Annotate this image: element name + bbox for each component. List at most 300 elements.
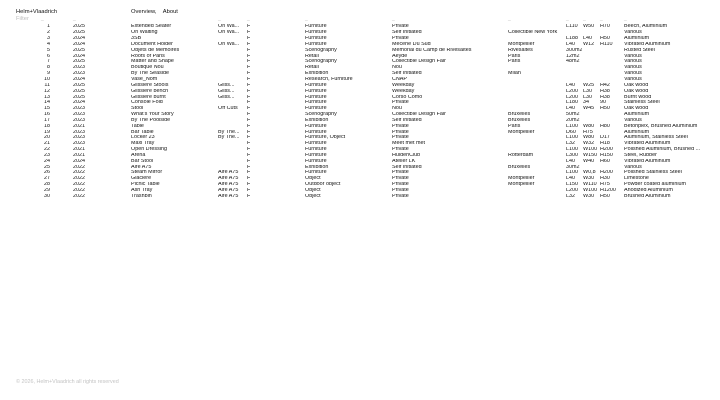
row-year: 2024 xyxy=(73,53,85,59)
row-title: Vase_Nom xyxy=(131,76,158,82)
row-index: 27 xyxy=(44,176,50,182)
row-client: Collectible Design Fair xyxy=(392,59,446,65)
row-dimension-2: W30 xyxy=(583,193,595,199)
row-index: 30 xyxy=(44,193,50,199)
row-material: Vibrated Aluminium xyxy=(624,141,671,147)
row-category: Furniture xyxy=(305,141,327,147)
row-client: Aeyde xyxy=(392,53,408,59)
row-dimension-1: 12m2 xyxy=(566,53,580,59)
row-category: Outdoor object xyxy=(305,182,341,188)
row-index: 9 xyxy=(47,71,50,77)
row-title: Table xyxy=(131,123,144,129)
row-dimension-1: L188 xyxy=(566,36,578,42)
row-type-flag: F xyxy=(247,36,251,42)
row-dimension-1: L200 xyxy=(566,88,578,94)
row-material: Aluminium xyxy=(624,112,650,118)
row-index: 10 xyxy=(44,76,50,82)
row-title: Aire A75 xyxy=(131,164,152,170)
row-title: Glissière burnt xyxy=(131,94,166,100)
row-category: Furniture xyxy=(305,100,327,106)
row-material: Various xyxy=(624,71,642,77)
row-category: Object xyxy=(305,188,321,194)
row-dimension-3: H30 xyxy=(600,176,610,182)
row-title: What's Your Story xyxy=(131,112,174,118)
sort-handle-location[interactable]: _ xyxy=(508,16,511,22)
row-dimension-3: H1200 xyxy=(600,188,616,194)
row-series: Aire A75 xyxy=(218,193,239,199)
row-material: Oak wood xyxy=(624,88,649,94)
row-client: Private xyxy=(392,188,409,194)
row-dimension-3: H50 xyxy=(600,106,610,112)
row-index: 23 xyxy=(44,152,50,158)
row-client: Self Initiated xyxy=(392,164,422,170)
row-index: 25 xyxy=(44,164,50,170)
row-dimension-2: 34 xyxy=(583,100,589,106)
row-year: 2022 xyxy=(73,188,85,194)
row-material: Various xyxy=(624,164,642,170)
row-client: Weekday xyxy=(392,88,415,94)
row-client: Private xyxy=(392,129,409,135)
row-type-flag: F xyxy=(247,53,251,59)
row-material: Burnt wood xyxy=(624,94,652,100)
row-type-flag: F xyxy=(247,123,251,129)
row-title: Bar Stool xyxy=(131,158,154,164)
row-category: Retail xyxy=(305,65,319,71)
row-material: Various xyxy=(624,117,642,123)
row-dimension-3: H80 xyxy=(600,123,610,129)
row-category: Exhibition xyxy=(305,117,329,123)
row-location: Paris xyxy=(508,53,521,59)
row-category: Furniture, Object xyxy=(305,135,346,141)
row-client: Private xyxy=(392,100,409,106)
row-index: 4 xyxy=(47,41,50,47)
row-year: 2024 xyxy=(73,100,85,106)
row-dimension-1: L200 xyxy=(566,94,578,100)
row-dimension-1: L40 xyxy=(566,82,575,88)
row-client: Weekday xyxy=(392,82,415,88)
row-category: Scenography xyxy=(305,47,337,53)
row-dimension-2: W80 xyxy=(583,123,595,129)
row-location: Paris xyxy=(508,59,521,65)
row-dimension-1: L110 xyxy=(566,24,578,30)
row-index: 17 xyxy=(44,117,50,123)
sort-handle-year[interactable]: _ xyxy=(73,16,76,22)
row-series: Gliss... xyxy=(218,88,235,94)
row-dimension-2: W80 xyxy=(583,135,595,141)
nav-overview-link[interactable]: Overview, xyxy=(131,9,157,15)
footer-copyright: © 2026, Helm+Vlaadrich all rights reserved xyxy=(16,379,119,385)
row-title: Steam Mirror xyxy=(131,170,163,176)
main-nav xyxy=(131,10,183,16)
row-year: 2023 xyxy=(73,71,85,77)
row-year: 2022 xyxy=(73,182,85,188)
sort-handle-material[interactable]: _ xyxy=(624,16,627,22)
row-dimension-2: W110 xyxy=(583,182,597,188)
row-location: Paris xyxy=(508,123,521,129)
row-category: Furniture xyxy=(305,88,327,94)
row-year: 2023 xyxy=(73,135,85,141)
row-dimension-1: 20m2 xyxy=(566,117,580,123)
row-type-flag: F xyxy=(247,188,251,194)
row-year: 2025 xyxy=(73,47,85,53)
row-client: Mécène Du Sud xyxy=(392,41,431,47)
row-type-flag: F xyxy=(247,41,251,47)
row-dimension-1: 50m2 xyxy=(566,112,580,118)
row-index: 18 xyxy=(44,123,50,129)
row-title: Stool xyxy=(131,106,144,112)
row-dimension-1: 30m2 xyxy=(566,164,580,170)
row-year: 2023 xyxy=(73,112,85,118)
row-client: Private xyxy=(392,135,409,141)
row-type-flag: F xyxy=(247,59,251,65)
row-index: 11 xyxy=(44,82,50,88)
row-dimension-3: H150 xyxy=(600,152,613,158)
row-material: Betonplex, Brushed Aluminium xyxy=(624,123,698,129)
row-title: Arena xyxy=(131,152,146,158)
row-year: 2023 xyxy=(73,106,85,112)
row-title: Picnic Table xyxy=(131,182,160,188)
row-type-flag: F xyxy=(247,106,251,112)
row-title: By The Seaside xyxy=(131,71,169,77)
brand-logo-text[interactable]: Helm+Vlaadrich xyxy=(16,9,58,15)
row-material: Various xyxy=(624,30,642,36)
row-category: Object xyxy=(305,176,321,182)
row-dimension-1: L200 xyxy=(566,188,578,194)
row-category: Furniture xyxy=(305,152,327,158)
row-material: Aluminium xyxy=(624,36,650,42)
row-index: 24 xyxy=(44,158,50,164)
row-location: Collectible New York xyxy=(508,30,558,36)
row-client: Private xyxy=(392,24,409,30)
row-series: On Wa... xyxy=(218,24,240,30)
row-index: 21 xyxy=(44,141,50,147)
row-category: Scenography xyxy=(305,112,337,118)
sort-handle-client[interactable]: _ xyxy=(392,16,395,22)
row-year: 2025 xyxy=(73,30,85,36)
row-category: Object xyxy=(305,193,321,199)
row-index: 7 xyxy=(47,59,50,65)
row-category: Retail xyxy=(305,53,319,59)
row-dimension-3: H18 xyxy=(600,141,610,147)
row-series: On Wa... xyxy=(218,41,240,47)
row-material: Limestone xyxy=(624,176,649,182)
row-dimension-2: W50 xyxy=(583,24,595,30)
row-category: Research, Furniture xyxy=(305,76,353,82)
row-client: CNAP xyxy=(392,76,407,82)
row-dimension-2: W0,8 xyxy=(583,170,596,176)
row-dimension-3: H50 xyxy=(600,193,610,199)
row-year: 2023 xyxy=(73,117,85,123)
row-category: Scenography xyxy=(305,59,337,65)
row-dimension-3: D17 xyxy=(600,135,610,141)
row-material: Stainless Steel xyxy=(624,100,660,106)
row-title: Glacière xyxy=(131,176,152,182)
row-year: 2024 xyxy=(73,76,85,82)
row-type-flag: F xyxy=(247,152,251,158)
row-dimension-1: L40 xyxy=(566,176,575,182)
row-year: 2023 xyxy=(73,65,85,71)
row-index: 13 xyxy=(44,94,50,100)
row-type-flag: F xyxy=(247,65,251,71)
row-material: Various xyxy=(624,59,642,65)
row-client: Collectible Design Fair xyxy=(392,112,446,118)
row-year: 2024 xyxy=(73,158,85,164)
row-year: 2021 xyxy=(73,123,85,129)
row-index: 16 xyxy=(44,112,50,118)
filter-input[interactable]: Filter xyxy=(16,16,29,22)
row-category: Furniture xyxy=(305,24,327,30)
row-type-flag: F xyxy=(247,100,251,106)
row-dimension-3: H42 xyxy=(600,82,610,88)
row-title: 3SB xyxy=(131,36,142,42)
row-dimension-1: L40 xyxy=(566,158,575,164)
row-type-flag: F xyxy=(247,129,251,135)
row-category: Furniture xyxy=(305,170,327,176)
row-series: Gliss... xyxy=(218,94,235,100)
row-title: By The Poolside xyxy=(131,117,171,123)
sort-handle-dim1[interactable]: _ xyxy=(566,16,569,22)
sort-handle-type[interactable]: _ xyxy=(247,16,250,22)
row-category: Furniture xyxy=(305,129,327,135)
row-index: 12 xyxy=(44,88,50,94)
row-client: Corso Como xyxy=(392,94,423,100)
row-client: Self Initiated xyxy=(392,117,422,123)
row-title: Maxi Tray xyxy=(131,141,155,147)
row-title: Glissière Stools xyxy=(131,82,169,88)
row-type-flag: F xyxy=(247,158,251,164)
row-category: Furniture xyxy=(305,82,327,88)
row-type-flag: F xyxy=(247,71,251,77)
row-material: Various xyxy=(624,53,642,59)
row-client: Private xyxy=(392,176,409,182)
row-index: 28 xyxy=(44,182,50,188)
row-series: By The... xyxy=(218,129,240,135)
row-title: Boutique Nou xyxy=(131,65,164,71)
row-type-flag: F xyxy=(247,112,251,118)
row-location: Montpellier xyxy=(508,182,535,188)
row-type-flag: F xyxy=(247,135,251,141)
row-client: HuldenClub xyxy=(392,152,421,158)
row-material: Beech, Aluminium xyxy=(624,24,668,30)
row-dimension-3: H50 xyxy=(600,36,610,42)
row-category: Furniture xyxy=(305,30,327,36)
row-title: Matter and Shape xyxy=(131,59,174,65)
row-material: Aluminium, Stainless Steel xyxy=(624,135,688,141)
row-year: 2022 xyxy=(73,170,85,176)
row-index: 8 xyxy=(47,65,50,71)
row-dimension-2: L30 xyxy=(583,88,592,94)
row-category: Exhibition xyxy=(305,164,329,170)
row-client: Self Initiated xyxy=(392,71,422,77)
row-dimension-3: 90 xyxy=(600,100,606,106)
row-dimension-2: L40 xyxy=(583,36,592,42)
row-dimension-1: 300m2 xyxy=(566,47,582,53)
row-series: Off Cuts xyxy=(218,106,238,112)
row-category: Furniture xyxy=(305,147,327,153)
row-dimension-3: H200 xyxy=(600,170,613,176)
row-dimension-3: H38 xyxy=(600,88,610,94)
row-category: Furniture xyxy=(305,36,327,42)
row-dimension-2: W40 xyxy=(583,158,595,164)
row-client: Nou xyxy=(392,106,402,112)
row-dimension-2: H75 xyxy=(583,129,593,135)
row-year: 2023 xyxy=(73,141,85,147)
row-dimension-2: W100 xyxy=(583,188,598,194)
row-material: Vibrated Aluminium xyxy=(624,158,671,164)
row-category: Exhibition xyxy=(305,71,329,77)
row-client: Nou xyxy=(392,65,402,71)
row-dimension-3: H60 xyxy=(600,158,610,164)
row-type-flag: F xyxy=(247,76,251,82)
row-index: 6 xyxy=(47,53,50,59)
row-material: Rusted Steel xyxy=(624,47,655,53)
row-dimension-2: W32 xyxy=(583,141,595,147)
sort-handle-dim2[interactable]: _ xyxy=(583,16,586,22)
row-title: On Waiting xyxy=(131,30,158,36)
nav-about-link[interactable]: About xyxy=(162,9,178,15)
row-material: Various xyxy=(624,76,642,82)
row-index: 26 xyxy=(44,170,50,176)
row-series: Gliss... xyxy=(218,82,235,88)
row-client: Private xyxy=(392,123,409,129)
row-dimension-2: W12 xyxy=(583,41,595,47)
row-type-flag: F xyxy=(247,193,251,199)
row-category: Furniture xyxy=(305,94,327,100)
row-dimension-3: H200 xyxy=(600,147,613,153)
row-location: Bruxelles xyxy=(508,164,531,170)
row-location: Montpellier xyxy=(508,176,535,182)
row-index: 29 xyxy=(44,188,50,194)
project-row[interactable] xyxy=(0,194,720,200)
row-dimension-1: L40 xyxy=(566,106,575,112)
row-type-flag: F xyxy=(247,88,251,94)
row-type-flag: F xyxy=(247,164,251,170)
row-type-flag: F xyxy=(247,94,251,100)
sort-handle-category[interactable]: _ xyxy=(305,16,308,22)
row-location: Montpellier xyxy=(508,41,535,47)
row-title: Ash Tray xyxy=(131,188,153,194)
row-series: Aire A75 xyxy=(218,188,239,194)
row-type-flag: F xyxy=(247,47,251,53)
row-index: 2 xyxy=(47,30,50,36)
row-series: On Wa... xyxy=(218,30,240,36)
row-series: By The... xyxy=(218,135,240,141)
row-dimension-1: 48m2 xyxy=(566,59,580,65)
row-title: Glissière bench xyxy=(131,88,169,94)
row-type-flag: F xyxy=(247,30,251,36)
row-type-flag: F xyxy=(247,147,251,153)
row-year: 2021 xyxy=(73,147,85,153)
row-material: Steel, Rubber xyxy=(624,152,657,158)
row-year: 2025 xyxy=(73,24,85,30)
row-dimension-2: L30 xyxy=(583,94,592,100)
row-dimension-3: H75 xyxy=(600,182,610,188)
sort-handle-index[interactable]: _ xyxy=(41,16,44,22)
row-location: Montpellier xyxy=(508,129,535,135)
row-dimension-1: L40 xyxy=(566,41,575,47)
row-client: Private xyxy=(392,193,409,199)
row-type-flag: F xyxy=(247,170,251,176)
row-category: Furniture xyxy=(305,158,327,164)
row-material: Polished Stainless Steel xyxy=(624,170,682,176)
row-client: Private xyxy=(392,36,409,42)
row-year: 2022 xyxy=(73,176,85,182)
sort-handle-series[interactable]: _ xyxy=(218,16,221,22)
row-location: Bruxelles xyxy=(508,112,531,118)
row-index: 20 xyxy=(44,135,50,141)
sort-handle-dim3[interactable]: _ xyxy=(600,16,603,22)
row-client: Private xyxy=(392,170,409,176)
row-location: Rotterdam xyxy=(508,152,534,158)
row-location: Bruxelles xyxy=(508,117,531,123)
row-type-flag: F xyxy=(247,176,251,182)
row-dimension-1: D60 xyxy=(566,129,576,135)
row-dimension-1: L180 xyxy=(566,100,578,106)
row-index: 1 xyxy=(47,24,50,30)
row-client: Self Initiated xyxy=(392,30,422,36)
row-dimension-2: W150 xyxy=(583,152,598,158)
row-dimension-1: L100 xyxy=(566,123,578,129)
row-title: Extended Seater xyxy=(131,24,172,30)
row-year: 2023 xyxy=(73,129,85,135)
row-dimension-1: L32 xyxy=(566,193,575,199)
row-index: 19 xyxy=(44,129,50,135)
row-dimension-1: L300 xyxy=(566,152,578,158)
row-title: Document Holder xyxy=(131,41,173,47)
row-series: Aire A75 xyxy=(218,170,239,176)
row-client: Private xyxy=(392,147,409,153)
row-title: Open Dressing xyxy=(131,147,167,153)
row-dimension-3: H70 xyxy=(600,24,610,30)
row-year: 2024 xyxy=(73,41,85,47)
row-series: Aire A75 xyxy=(218,182,239,188)
row-type-flag: F xyxy=(247,24,251,30)
row-material: Polished Aluminium, Brushed ... xyxy=(624,147,701,153)
row-dimension-3: H110 xyxy=(600,41,613,47)
row-dimension-2: W100 xyxy=(583,147,598,153)
row-index: 14 xyxy=(44,100,50,106)
row-dimension-1: L100 xyxy=(566,147,578,153)
row-material: Vibrated Aluminium xyxy=(624,41,671,47)
row-year: 2024 xyxy=(73,36,85,42)
row-location: Milan xyxy=(508,71,521,77)
row-client: Atelier LK xyxy=(392,158,416,164)
row-dimension-2: W45 xyxy=(583,106,595,112)
row-title: Roofs of Paris xyxy=(131,53,165,59)
row-dimension-1: L32 xyxy=(566,141,575,147)
row-dimension-1: L150 xyxy=(566,182,578,188)
row-index: 22 xyxy=(44,147,50,153)
row-year: 2022 xyxy=(73,164,85,170)
row-index: 15 xyxy=(44,106,50,112)
row-category: Furniture xyxy=(305,41,327,47)
row-location: Rivesaltes xyxy=(508,47,533,53)
row-material: Anodized Aluminium xyxy=(624,188,673,194)
row-type-flag: F xyxy=(247,117,251,123)
row-index: 5 xyxy=(47,47,50,53)
row-title: Bar Table xyxy=(131,129,154,135)
project-table xyxy=(0,24,720,199)
row-dimension-1: L100 xyxy=(566,135,578,141)
row-material: Oak wood xyxy=(624,106,649,112)
row-year: 2025 xyxy=(73,88,85,94)
row-material: Brushed Aluminium xyxy=(624,193,671,199)
row-material: Various xyxy=(624,65,642,71)
row-category: Furniture xyxy=(305,123,327,129)
row-client: Meet met met xyxy=(392,141,425,147)
row-year: 2022 xyxy=(73,193,85,199)
row-index: 3 xyxy=(47,36,50,42)
